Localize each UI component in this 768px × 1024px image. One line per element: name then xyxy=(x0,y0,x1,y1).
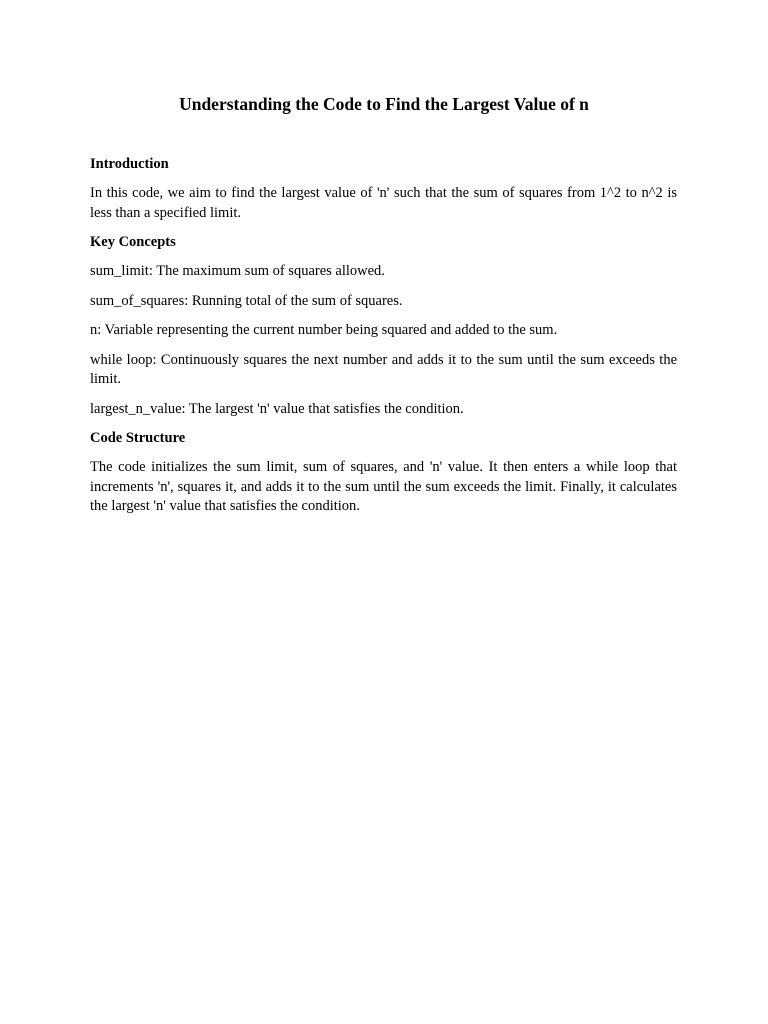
key-concept-sum-of-squares: sum_of_squares: Running total of the sum of squares. xyxy=(90,292,403,309)
section-heading-key-concepts: Key Concepts xyxy=(90,234,176,250)
section-code-structure xyxy=(90,429,677,517)
key-concept-while-loop: while loop: Continuously squares the next number and adds it to the sum until the sum exceeds the limit. xyxy=(90,351,677,387)
section-introduction xyxy=(90,155,677,223)
key-concept-n: n: Variable representing the current number being squared and added to the sum. xyxy=(90,322,558,338)
document-title: Understanding the Code to Find the Largest Value of n xyxy=(179,94,589,114)
section-heading-introduction: Introduction xyxy=(90,156,169,172)
section-key-concepts xyxy=(90,233,677,419)
code-structure-paragraph: The code initializes the sum limit, sum of squares, and 'n' value. It then enters a while loop that increments 'n', squares it, and adds it to the sum until the sum exceeds the limit. Finally, it calculates the largest 'n' value that satisfies the condition. xyxy=(90,459,677,514)
document-body xyxy=(90,155,677,527)
introduction-paragraph: In this code, we aim to find the largest value of 'n' such that the sum of squares from 1^2 to n^2 is less than a specified limit. xyxy=(90,185,677,221)
key-concept-sum-limit: sum_limit: The maximum sum of squares allowed. xyxy=(90,263,385,279)
key-concept-largest-n-value: largest_n_value: The largest 'n' value that satisfies the condition. xyxy=(90,400,464,417)
section-heading-code-structure: Code Structure xyxy=(90,430,186,446)
